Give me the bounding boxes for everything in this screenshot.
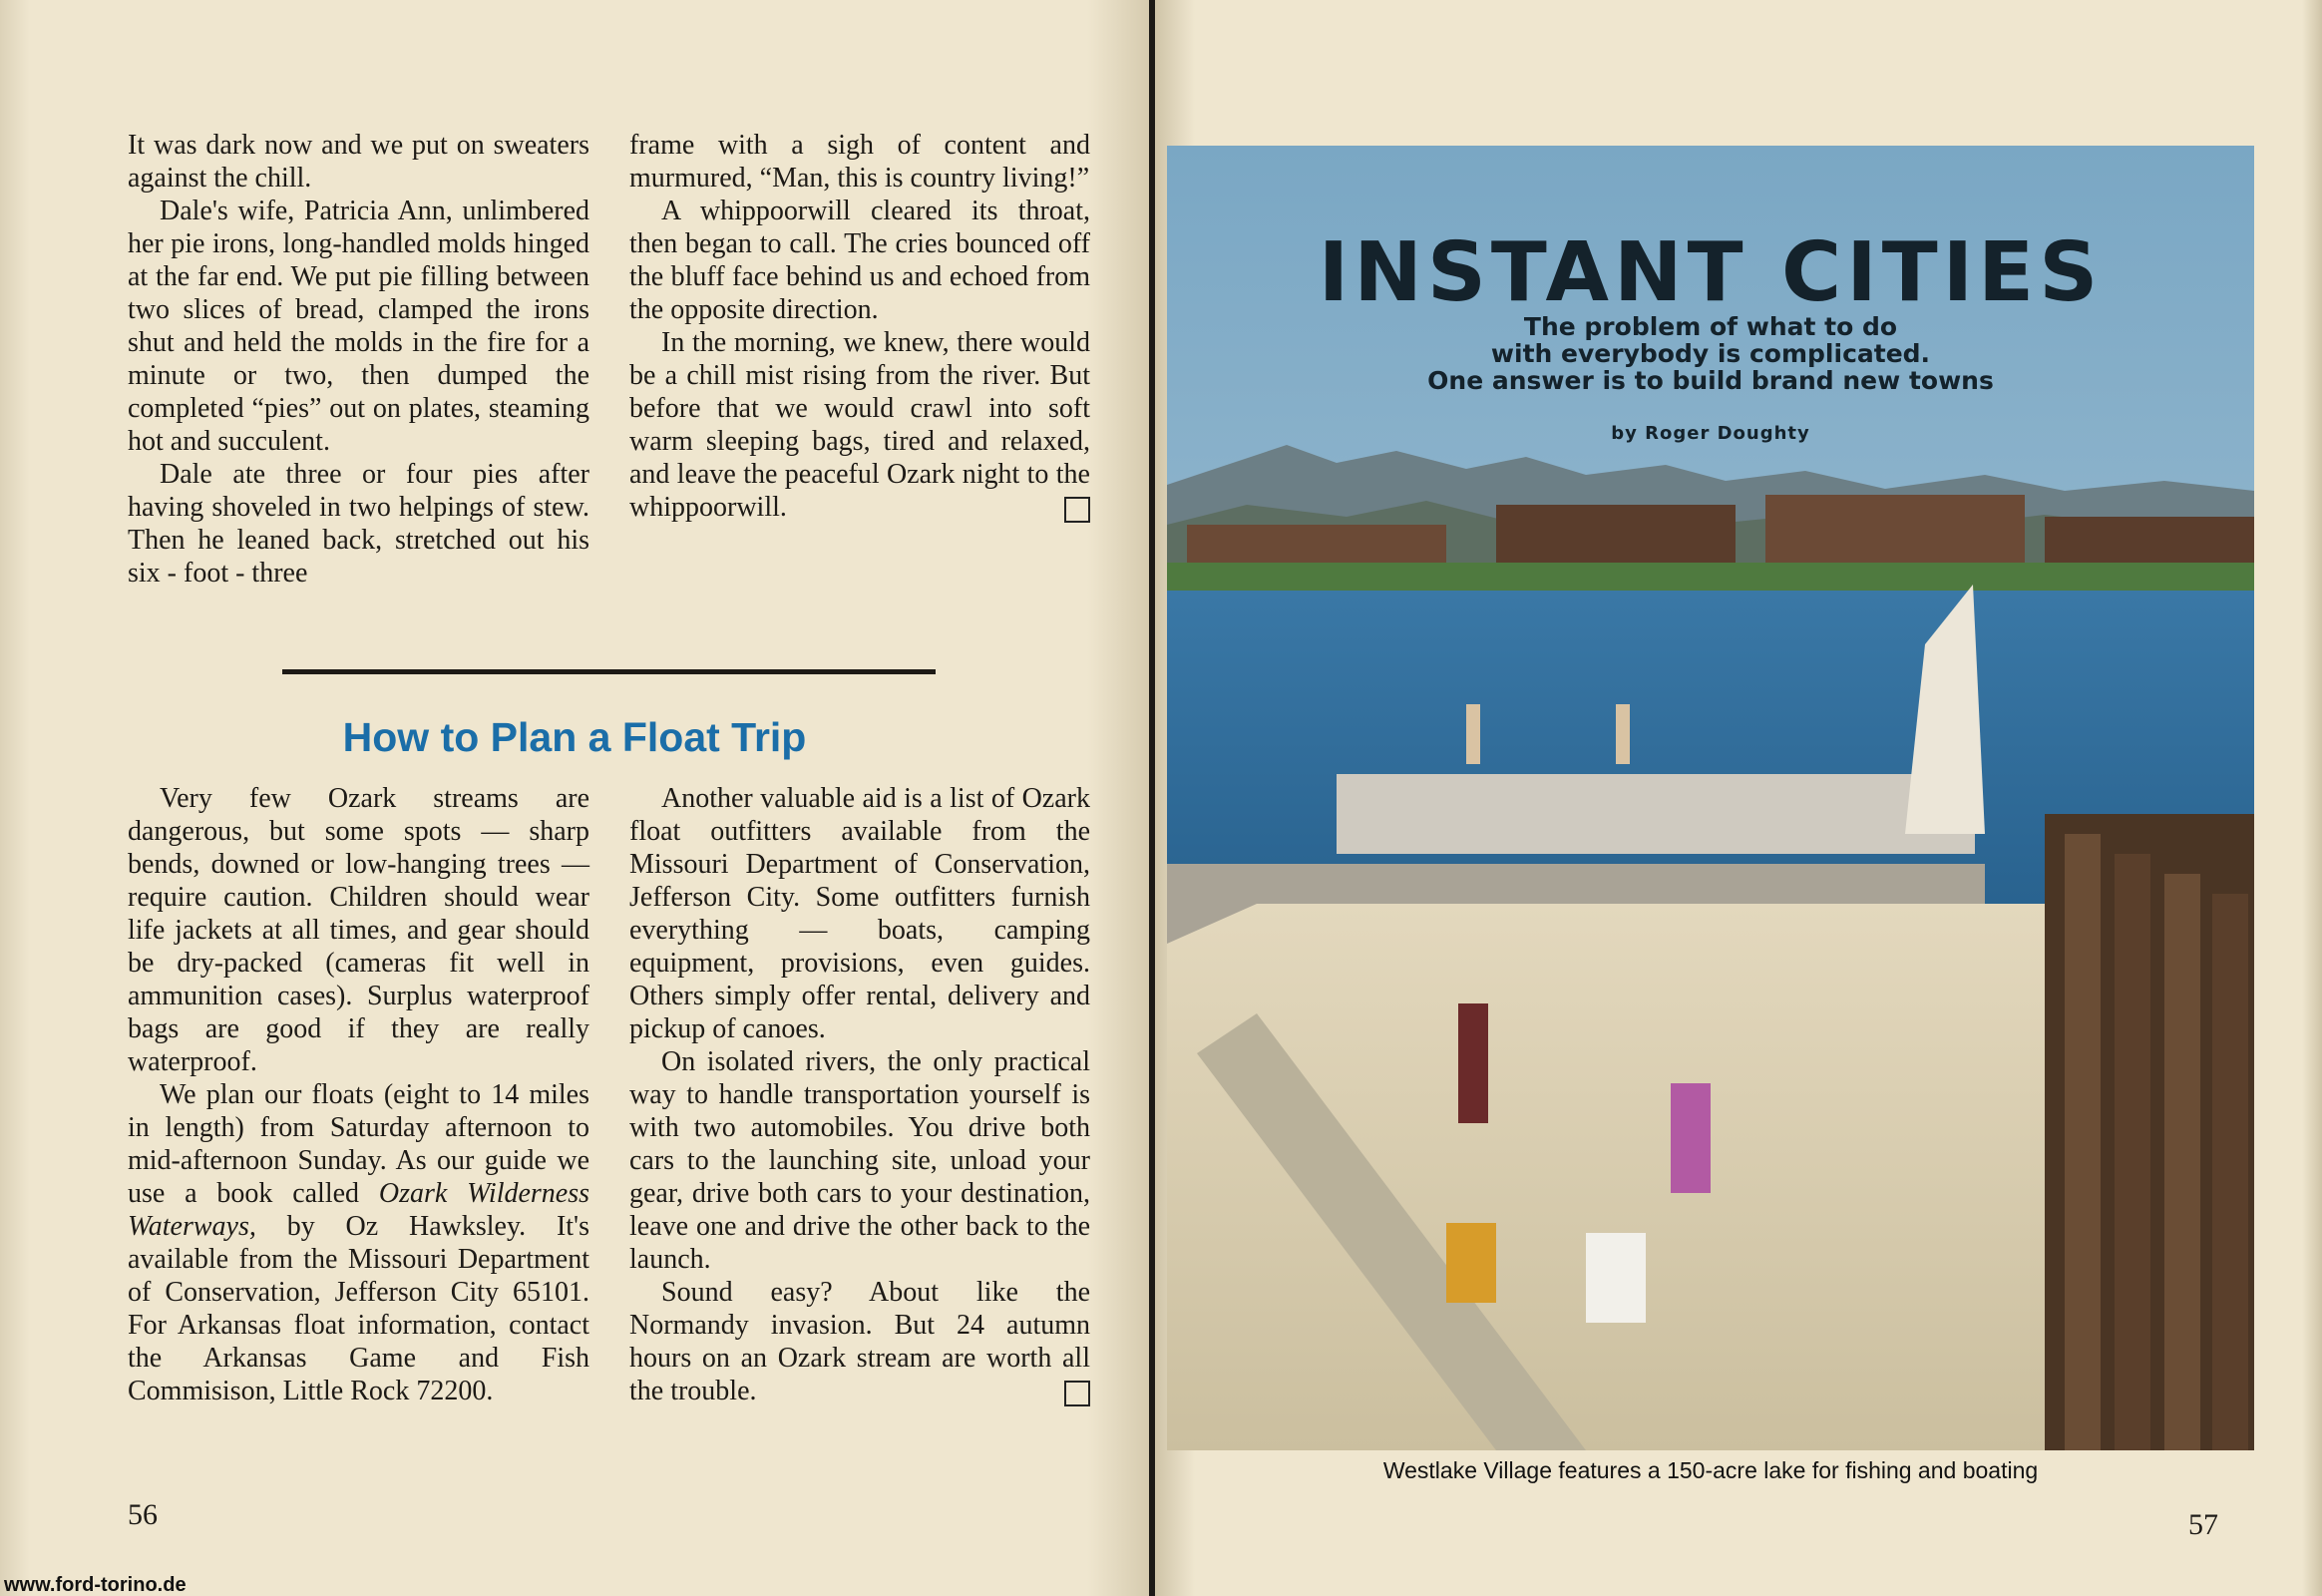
book-title: Ozark Wilderness Waterways, xyxy=(128,1178,590,1242)
piling-wall xyxy=(2045,814,2254,1450)
dek-line: with everybody is complicated. xyxy=(1490,339,1931,368)
paragraph-text: We plan our floats (eight to 14 miles in length) from Saturday afternoon to mid-afternoon Sunday. As our guide we use a book called xyxy=(128,1079,589,1209)
article-dek xyxy=(1167,313,2254,394)
houses xyxy=(1765,495,2025,565)
watermark: www.ford-torino.de xyxy=(4,1574,187,1596)
dock xyxy=(1337,774,1975,854)
section-divider xyxy=(282,669,936,674)
paragraph xyxy=(128,1078,589,1407)
page-number: 57 xyxy=(2188,1508,2218,1541)
paragraph-text: by Oz Hawksley. It's available from the Missouri Department of Conservation, Jefferson City 65101. For Arkansas float information, contact the Arkansas Game and Fish Commisison, Little Rock 72200. xyxy=(128,1211,589,1406)
houses xyxy=(1496,505,1736,565)
dek-line: One answer is to build brand new towns xyxy=(1427,366,1994,395)
paragraph: It was dark now and we put on sweaters against the chill. xyxy=(128,130,589,194)
paragraph xyxy=(629,1276,1090,1407)
paragraph xyxy=(629,326,1090,524)
lake-photo xyxy=(1167,146,2254,1450)
shoreline xyxy=(1167,563,2254,593)
paragraph: Very few Ozark streams are dangerous, but some spots — sharp bends, downed or low-hanging trees —require caution. Children should wear life jackets at all times, and gear should be dry-packed (cameras fit well in ammunition cases). Surplus waterproof bags are good if they are really waterproof. xyxy=(128,783,589,1077)
paragraph: On isolated rivers, the only practical way to handle transportation yourself is with two automobiles. You drive both cars to the launching site, unload your gear, drive both cars to your destination, leave one and drive the other back to the launch. xyxy=(629,1046,1090,1275)
paragraph: A whippoorwill cleared its throat, then began to call. The cries bounced off the bluff face behind us and echoed from the opposite direction. xyxy=(629,196,1090,325)
houses xyxy=(1187,525,1446,565)
sidebar-column-1 xyxy=(128,782,589,1407)
article-title: INSTANT CITIES xyxy=(1318,225,2104,320)
left-page xyxy=(0,0,1149,1596)
paragraph: Dale's wife, Patricia Ann, unlimbered her pie irons, long-handled molds hinged at the far end. We put pie filling between two slices of bread, clamped the irons shut and held the molds in the fire for a minute or two, then dumped the completed “pies” out on plates, steaming hot and succulent. xyxy=(128,196,589,457)
page-number: 56 xyxy=(128,1498,158,1531)
paragraph-text: In the morning, we knew, there would be a chill mist rising from the river. But before that we would crawl into soft warm sleeping bags, tired and relaxed, and leave the peaceful Ozark night to the whippoorwill. xyxy=(629,327,1090,523)
byline: by Roger Doughty xyxy=(1611,423,1810,444)
houses xyxy=(2045,517,2254,565)
sidebar-column-2 xyxy=(629,782,1090,1407)
paragraph: Another valuable aid is a list of Ozark float outfitters available from the Missouri Department of Conservation, Jefferson City. Some outfitters furnish everything — boats, camping equipment, provisions, even guides. Others simply offer rental, delivery and pickup of canoes. xyxy=(629,783,1090,1044)
paragraph-text: Sound easy? About like the Normandy invasion. But 24 autumn hours on an Ozark stream are worth all the trouble. xyxy=(629,1277,1090,1406)
sidebar-title: How to Plan a Float Trip xyxy=(342,714,807,760)
end-mark-icon xyxy=(1064,1381,1090,1406)
end-mark-icon xyxy=(1064,497,1090,523)
paragraph: frame with a sigh of content and murmured, “Man, this is country living!” xyxy=(629,130,1090,194)
dek-line: The problem of what to do xyxy=(1523,312,1898,341)
photo-caption: Westlake Village features a 150-acre lake for fishing and boating xyxy=(1382,1457,2039,1483)
article-column-1 xyxy=(128,129,589,590)
article-column-2 xyxy=(629,129,1090,524)
paragraph: Dale ate three or four pies after having shoveled in two helpings of stew. Then he leaned back, stretched out his six - foot - three xyxy=(128,459,589,589)
